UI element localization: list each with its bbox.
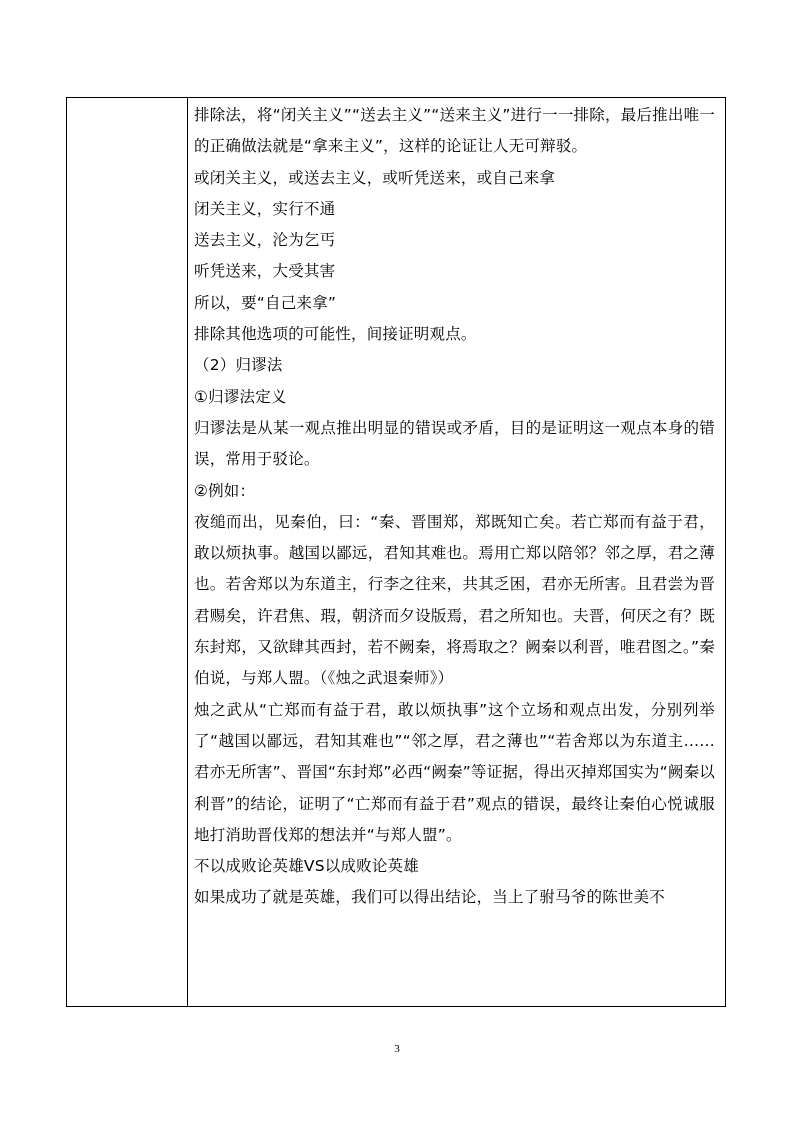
subheading: ②例如： [194,481,256,500]
paragraph: 所以，要“自己来拿” [194,293,337,312]
left-column-cell [67,98,188,1007]
paragraph: 闭关主义，实行不通 [194,199,336,218]
paragraph: 排除其他选项的可能性，间接证明观点。 [194,325,477,344]
paragraph: 烛之武从“亡郑而有益于君，敢以烦执事”这个立场和观点出发，分别列举了“越国以鄙远，君知其难也”“邻之厚，君之薄也”“若舍郑以为东道主……君亦无所害”、晋国“东封郑”必西“阙秦”等证据，得出灭掉郑国实为“阙秦以利晋”的结论，证明了“亡郑而有益于君”观点的错误，最终让秦伯心悦诚服地打消助晋伐郑的想法并“与郑人盟”。 [194,700,715,844]
paragraph: 如果成功了就是英雄，我们可以得出结论，当上了驸马爷的陈世美不 [194,888,666,907]
section-heading: （2）归谬法 [194,356,283,375]
paragraph: 听凭送来，大受其害 [194,262,336,281]
paragraph: 归谬法是从某一观点推出明显的错误或矛盾，目的是证明这一观点本身的错误，常用于驳论。 [194,418,715,469]
paragraph: 排除法，将“闭关主义”“送去主义”“送来主义”进行一一排除，最后推出唯一的正确做法就是“拿来主义”，这样的论证让人无可辩驳。 [194,106,715,156]
paragraph: 不以成败论英雄VS以成败论英雄 [194,857,419,876]
page-number: 3 [394,1043,400,1055]
right-column-cell [188,98,726,1007]
content-table [66,97,726,1007]
paragraph: 送去主义，沦为乞丐 [194,231,336,250]
paragraph: 或闭关主义，或送去主义，或听凭送来，或自己来拿 [194,168,556,187]
subheading: ①归谬法定义 [194,387,287,406]
content-body [188,98,725,914]
quotation-paragraph: 夜缒而出，见秦伯，曰：“秦、晋围郑，郑既知亡矣。若亡郑而有益于君，敢以烦执事。越国以鄙远，君知其难也。焉用亡郑以陪邻？邻之厚，君之薄也。若舍郑以为东道主，行李之往来，共其乏困，君亦无所害。且君尝为晋君赐矣，许君焦、瑕，朝济而夕设版焉，君之所知也。夫晋，何厌之有？既东封郑，又欲肆其西封，若不阙秦，将焉取之？阙秦以利晋，唯君图之。”秦伯说，与郑人盟。（《烛之武退秦师》） [194,512,715,688]
